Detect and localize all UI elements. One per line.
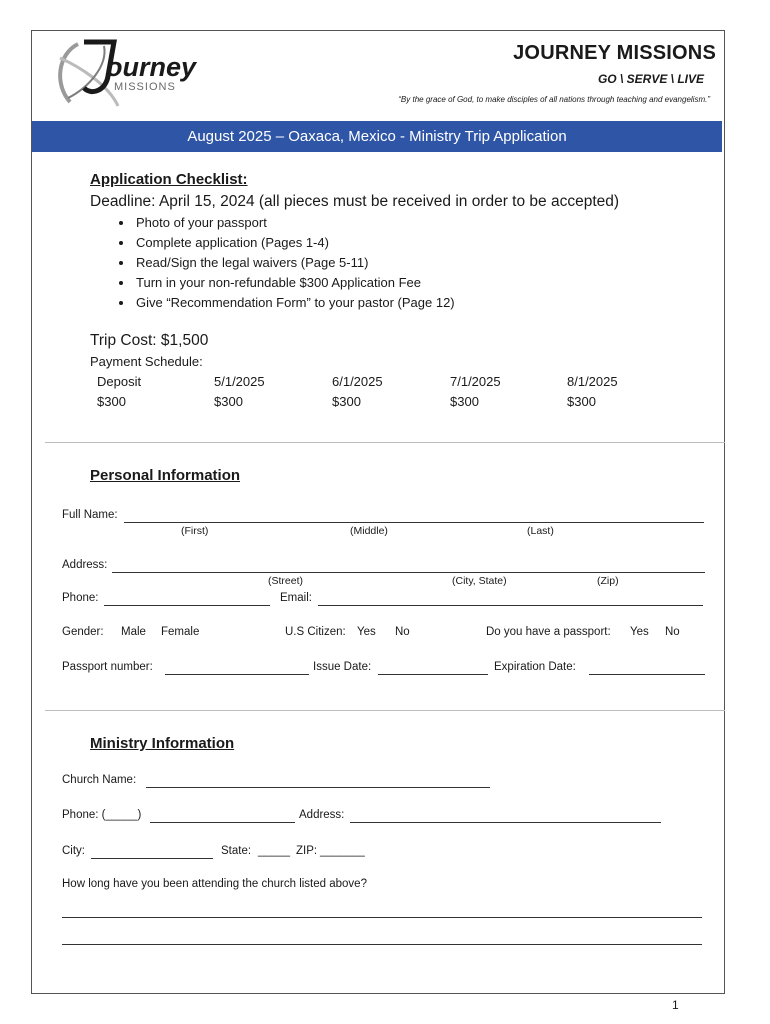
phone-field[interactable] bbox=[104, 604, 270, 606]
church-name-field[interactable] bbox=[146, 786, 490, 788]
zip-caption: (Zip) bbox=[597, 575, 619, 587]
gender-male-option[interactable]: Male bbox=[121, 626, 146, 638]
email-field[interactable] bbox=[318, 604, 703, 606]
church-address-label: Address: bbox=[299, 809, 345, 821]
payment-date: 7/1/2025 bbox=[450, 374, 501, 389]
checklist-heading: Application Checklist: bbox=[90, 171, 248, 188]
trip-cost: Trip Cost: $1,500 bbox=[90, 332, 209, 349]
payment-amount: $300 bbox=[450, 394, 479, 409]
passport-number-field[interactable] bbox=[165, 673, 309, 675]
payment-column bbox=[450, 372, 501, 412]
attendance-answer-line[interactable] bbox=[62, 916, 702, 918]
payment-date: 8/1/2025 bbox=[567, 374, 618, 389]
checklist-item: • Read/Sign the legal waivers (Page 5-11) bbox=[134, 254, 455, 274]
payment-date: 5/1/2025 bbox=[214, 374, 265, 389]
full-name-field[interactable] bbox=[124, 521, 704, 523]
church-address-field[interactable] bbox=[350, 821, 661, 823]
checklist bbox=[110, 214, 455, 314]
payment-schedule-label: Payment Schedule: bbox=[90, 354, 203, 369]
page-number: 1 bbox=[672, 998, 679, 1012]
citizen-no-option[interactable]: No bbox=[395, 626, 410, 638]
gender-label: Gender: bbox=[62, 626, 104, 638]
city-field[interactable] bbox=[91, 857, 213, 859]
state-field[interactable]: _____ bbox=[258, 845, 290, 857]
address-field[interactable] bbox=[112, 571, 705, 573]
issue-date-label: Issue Date: bbox=[313, 661, 372, 673]
zip-field[interactable]: _______ bbox=[320, 845, 365, 857]
address-label: Address: bbox=[62, 559, 108, 571]
gender-female-option[interactable]: Female bbox=[161, 626, 200, 638]
city-state-caption: (City, State) bbox=[452, 575, 507, 587]
checklist-item: • Photo of your passport bbox=[134, 214, 455, 234]
organization-name: JOURNEY MISSIONS bbox=[513, 42, 716, 64]
expiration-date-label: Expiration Date: bbox=[494, 661, 576, 673]
passport-yes-option[interactable]: Yes bbox=[630, 626, 649, 638]
zip-label: ZIP: bbox=[296, 845, 318, 857]
attendance-question: How long have you been attending the church listed above? bbox=[62, 878, 367, 890]
phone-label: Phone: bbox=[62, 592, 99, 604]
expiration-date-field[interactable] bbox=[589, 673, 705, 675]
deadline-text: Deadline: April 15, 2024 (all pieces must be received in order to be accepted) bbox=[90, 193, 620, 210]
title-banner bbox=[32, 121, 722, 152]
passport-no-option[interactable]: No bbox=[665, 626, 680, 638]
section-divider bbox=[45, 442, 725, 443]
issue-date-field[interactable] bbox=[378, 673, 488, 675]
full-name-label: Full Name: bbox=[62, 509, 118, 521]
payment-column bbox=[332, 372, 383, 412]
last-name-caption: (Last) bbox=[527, 525, 554, 537]
payment-amount: $300 bbox=[97, 394, 126, 409]
passport-question: Do you have a passport: bbox=[486, 626, 611, 638]
attendance-answer-line[interactable] bbox=[62, 943, 702, 945]
checklist-item: • Turn in your non-refundable $300 Application Fee bbox=[134, 274, 455, 294]
payment-amount: $300 bbox=[332, 394, 361, 409]
citizen-yes-option[interactable]: Yes bbox=[357, 626, 376, 638]
section-divider bbox=[45, 710, 725, 711]
church-phone-label: Phone: (_____) bbox=[62, 809, 142, 821]
motto: “By the grace of God, to make disciples of all nations through teaching and evangelism.” bbox=[398, 95, 710, 104]
street-caption: (Street) bbox=[268, 575, 304, 587]
payment-date: 6/1/2025 bbox=[332, 374, 383, 389]
personal-info-heading: Personal Information bbox=[90, 467, 241, 484]
banner-title: August 2025 – Oaxaca, Mexico - Ministry Trip Application bbox=[187, 128, 567, 145]
payment-column bbox=[97, 372, 141, 412]
svg-text:ourney: ourney bbox=[106, 52, 197, 82]
church-name-label: Church Name: bbox=[62, 774, 137, 786]
tagline: GO \ SERVE \ LIVE bbox=[597, 72, 704, 86]
payment-column bbox=[567, 372, 618, 412]
city-label: City: bbox=[62, 845, 85, 857]
checklist-item: • Complete application (Pages 1-4) bbox=[134, 234, 455, 254]
svg-text:MISSIONS: MISSIONS bbox=[114, 81, 176, 93]
ministry-info-heading: Ministry Information bbox=[90, 735, 235, 752]
payment-column bbox=[214, 372, 265, 412]
first-name-caption: (First) bbox=[181, 525, 209, 537]
journey-missions-logo bbox=[48, 36, 208, 110]
email-label: Email: bbox=[280, 592, 312, 604]
payment-amount: $300 bbox=[214, 394, 243, 409]
passport-number-label: Passport number: bbox=[62, 661, 153, 673]
state-label: State: bbox=[221, 845, 252, 857]
church-phone-field[interactable] bbox=[150, 821, 295, 823]
checklist-item: • Give “Recommendation Form” to your pastor (Page 12) bbox=[134, 294, 455, 314]
middle-name-caption: (Middle) bbox=[350, 525, 388, 537]
payment-amount: $300 bbox=[567, 394, 596, 409]
us-citizen-label: U.S Citizen: bbox=[285, 626, 346, 638]
payment-date: Deposit bbox=[97, 374, 142, 389]
